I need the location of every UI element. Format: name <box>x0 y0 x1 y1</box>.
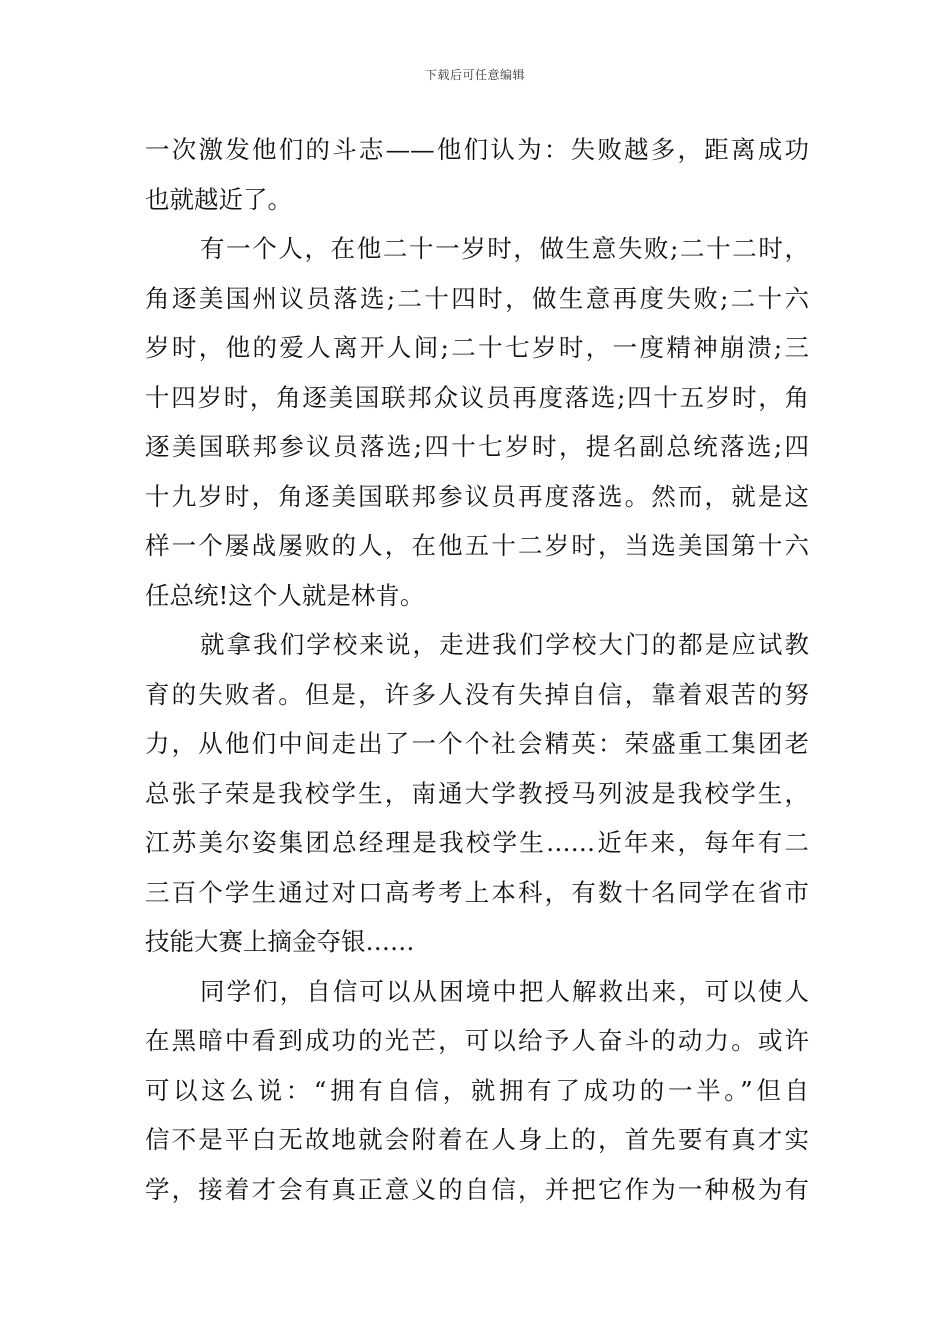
text-line: 岁时，他的爱人离开人间;二十七岁时，一度精神崩溃;三 <box>145 333 809 362</box>
text-line: 有一个人，在他二十一岁时，做生意失败;二十二时， <box>200 234 809 263</box>
page-header: 下载后可任意编辑 <box>424 68 525 82</box>
text-line: 角逐美国州议员落选;二十四时，做生意再度失败;二十六 <box>145 283 809 313</box>
text-line: 技能大赛上摘金夺银…… <box>145 927 415 956</box>
text-line: 江苏美尔姿集团总经理是我校学生……近年来，每年有二 <box>145 828 809 857</box>
paragraph <box>145 967 809 1215</box>
text-line: 学，接着才会有真正意义的自信，并把它作为一种极为有 <box>145 1174 809 1204</box>
text-line: 任总统!这个人就是林肯。 <box>145 580 425 610</box>
text-line: 育的失败者。但是，许多人没有失掉自信，靠着艰苦的努 <box>145 679 809 709</box>
text-line: 总张子荣是我校学生，南通大学教授马列波是我校学生， <box>145 778 809 808</box>
paragraph <box>145 620 809 967</box>
text-line: 样一个屡战屡败的人，在他五十二岁时，当选美国第十六 <box>145 531 809 560</box>
document-body <box>145 125 809 1214</box>
text-line: 力，从他们中间走出了一个个社会精英：荣盛重工集团老 <box>145 729 809 758</box>
text-line: 也就越近了。 <box>145 184 292 214</box>
text-line: 可以这么说：“拥有自信，就拥有了成功的一半。”但自 <box>145 1075 809 1105</box>
text-line: 在黑暗中看到成功的光芒，可以给予人奋斗的动力。或许 <box>145 1026 809 1055</box>
paragraph <box>145 224 809 620</box>
text-line: 信不是平白无故地就会附着在人身上的，首先要有真才实 <box>145 1125 809 1154</box>
text-line: 十四岁时，角逐美国联邦众议员再度落选;四十五岁时，角 <box>145 382 809 412</box>
text-line: 同学们，自信可以从困境中把人解救出来，可以使人 <box>200 976 809 1006</box>
text-line: 就拿我们学校来说，走进我们学校大门的都是应试教 <box>200 630 809 659</box>
paragraph <box>145 125 809 224</box>
text-line: 三百个学生通过对口高考考上本科，有数十名同学在省市 <box>145 877 809 907</box>
text-line: 一次激发他们的斗志——他们认为：失败越多，距离成功 <box>145 135 809 164</box>
text-line: 逐美国联邦参议员落选;四十七岁时，提名副总统落选;四 <box>145 432 809 461</box>
text-line: 十九岁时，角逐美国联邦参议员再度落选。然而，就是这 <box>145 481 809 511</box>
